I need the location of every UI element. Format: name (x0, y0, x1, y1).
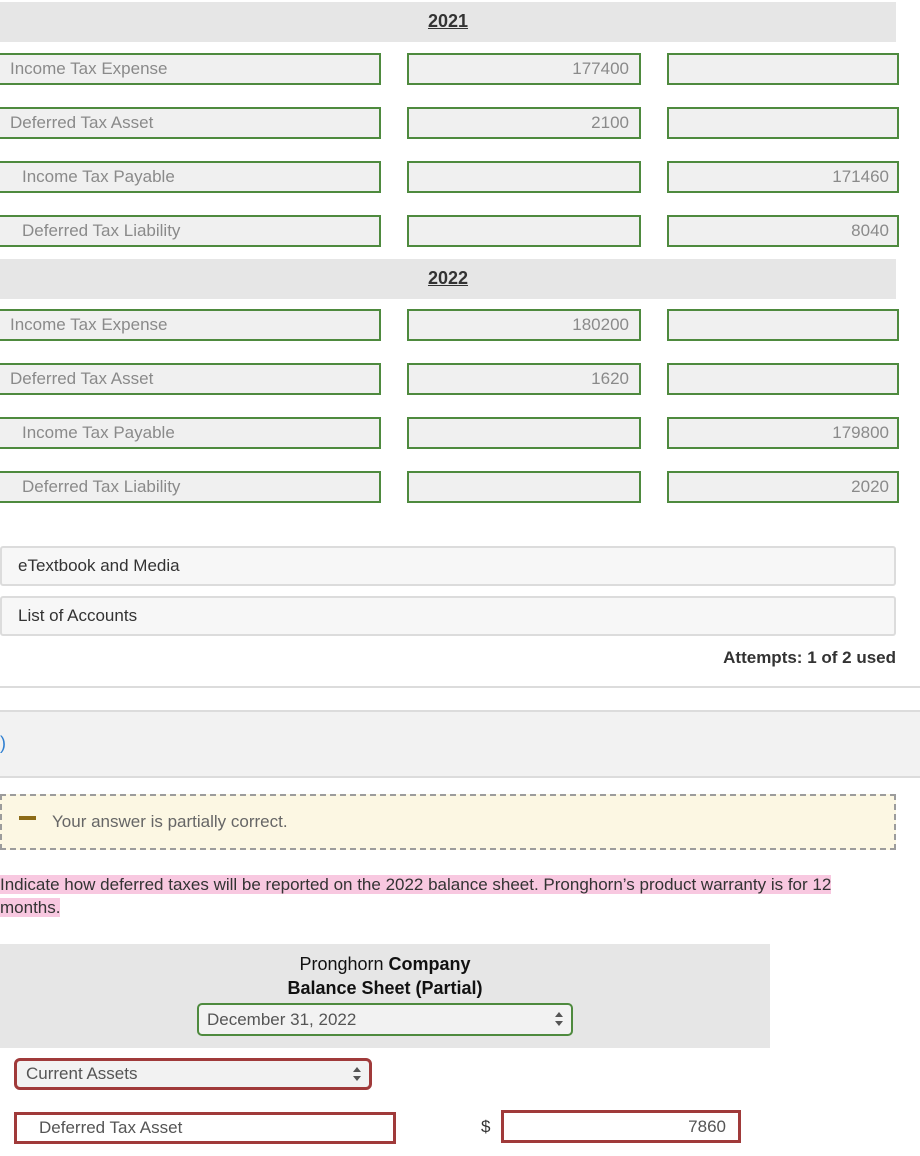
company-title (299, 954, 470, 975)
debit-field-2021-1[interactable]: 177400 (407, 53, 641, 85)
date-select-value: December 31, 2022 (207, 1010, 357, 1029)
category-select[interactable] (14, 1058, 372, 1090)
feedback-text: Your answer is partially correct. (52, 812, 288, 831)
debit-field-2021-4[interactable] (407, 215, 641, 247)
year-header-2021 (0, 2, 896, 42)
year-label-2022: 2022 (427, 268, 469, 288)
minus-icon (19, 816, 36, 820)
credit-field-2022-4[interactable]: 2020 (667, 471, 899, 503)
list-of-accounts-button[interactable]: List of Accounts (0, 596, 896, 636)
category-select-value: Current Assets (26, 1064, 138, 1083)
debit-field-2022-1[interactable]: 180200 (407, 309, 641, 341)
balance-sheet-account-field[interactable]: Deferred Tax Asset (14, 1112, 396, 1144)
feedback-banner (0, 794, 896, 850)
debit-field-2022-2[interactable]: 1620 (407, 363, 641, 395)
account-field-2021-4[interactable]: Deferred Tax Liability (0, 215, 381, 247)
company-name: Pronghorn (299, 954, 384, 974)
account-field-2022-1[interactable]: Income Tax Expense (0, 309, 381, 341)
select-arrows-icon (353, 1067, 361, 1081)
company-word: Company (388, 954, 471, 974)
currency-symbol: $ (481, 1117, 491, 1136)
balance-sheet-header (0, 944, 770, 1048)
credit-field-2022-3[interactable]: 179800 (667, 417, 899, 449)
account-field-2021-1[interactable]: Income Tax Expense (0, 53, 381, 85)
attempts-counter: Attempts: 1 of 2 used (723, 648, 896, 667)
year-header-2022 (0, 259, 896, 299)
account-field-2022-2[interactable]: Deferred Tax Asset (0, 363, 381, 395)
credit-field-2021-3[interactable]: 171460 (667, 161, 899, 193)
credit-field-2021-4[interactable]: 8040 (667, 215, 899, 247)
credit-field-2021-1[interactable] (667, 53, 899, 85)
question-highlight: Indicate how deferred taxes will be reported on the 2022 balance sheet. Pronghorn’s product warranty is for 12 months. (0, 875, 832, 917)
account-field-2021-3[interactable]: Income Tax Payable (0, 161, 381, 193)
question-text (0, 873, 896, 919)
part-label: ) (0, 733, 6, 753)
debit-field-2022-3[interactable] (407, 417, 641, 449)
account-field-2022-3[interactable]: Income Tax Payable (0, 417, 381, 449)
account-field-2021-2[interactable]: Deferred Tax Asset (0, 107, 381, 139)
select-arrows-icon (555, 1012, 563, 1026)
debit-field-2022-4[interactable] (407, 471, 641, 503)
credit-field-2022-1[interactable] (667, 309, 899, 341)
statement-title: Balance Sheet (Partial) (287, 978, 483, 998)
account-field-2022-4[interactable]: Deferred Tax Liability (0, 471, 381, 503)
section-divider (0, 686, 920, 688)
credit-field-2022-2[interactable] (667, 363, 899, 395)
part-header[interactable] (0, 710, 920, 778)
debit-field-2021-3[interactable] (407, 161, 641, 193)
date-select[interactable] (197, 1003, 573, 1036)
credit-field-2021-2[interactable] (667, 107, 899, 139)
debit-field-2021-2[interactable]: 2100 (407, 107, 641, 139)
year-label-2021: 2021 (427, 11, 469, 31)
balance-sheet-amount-field[interactable]: 7860 (501, 1110, 741, 1143)
etextbook-button[interactable]: eTextbook and Media (0, 546, 896, 586)
